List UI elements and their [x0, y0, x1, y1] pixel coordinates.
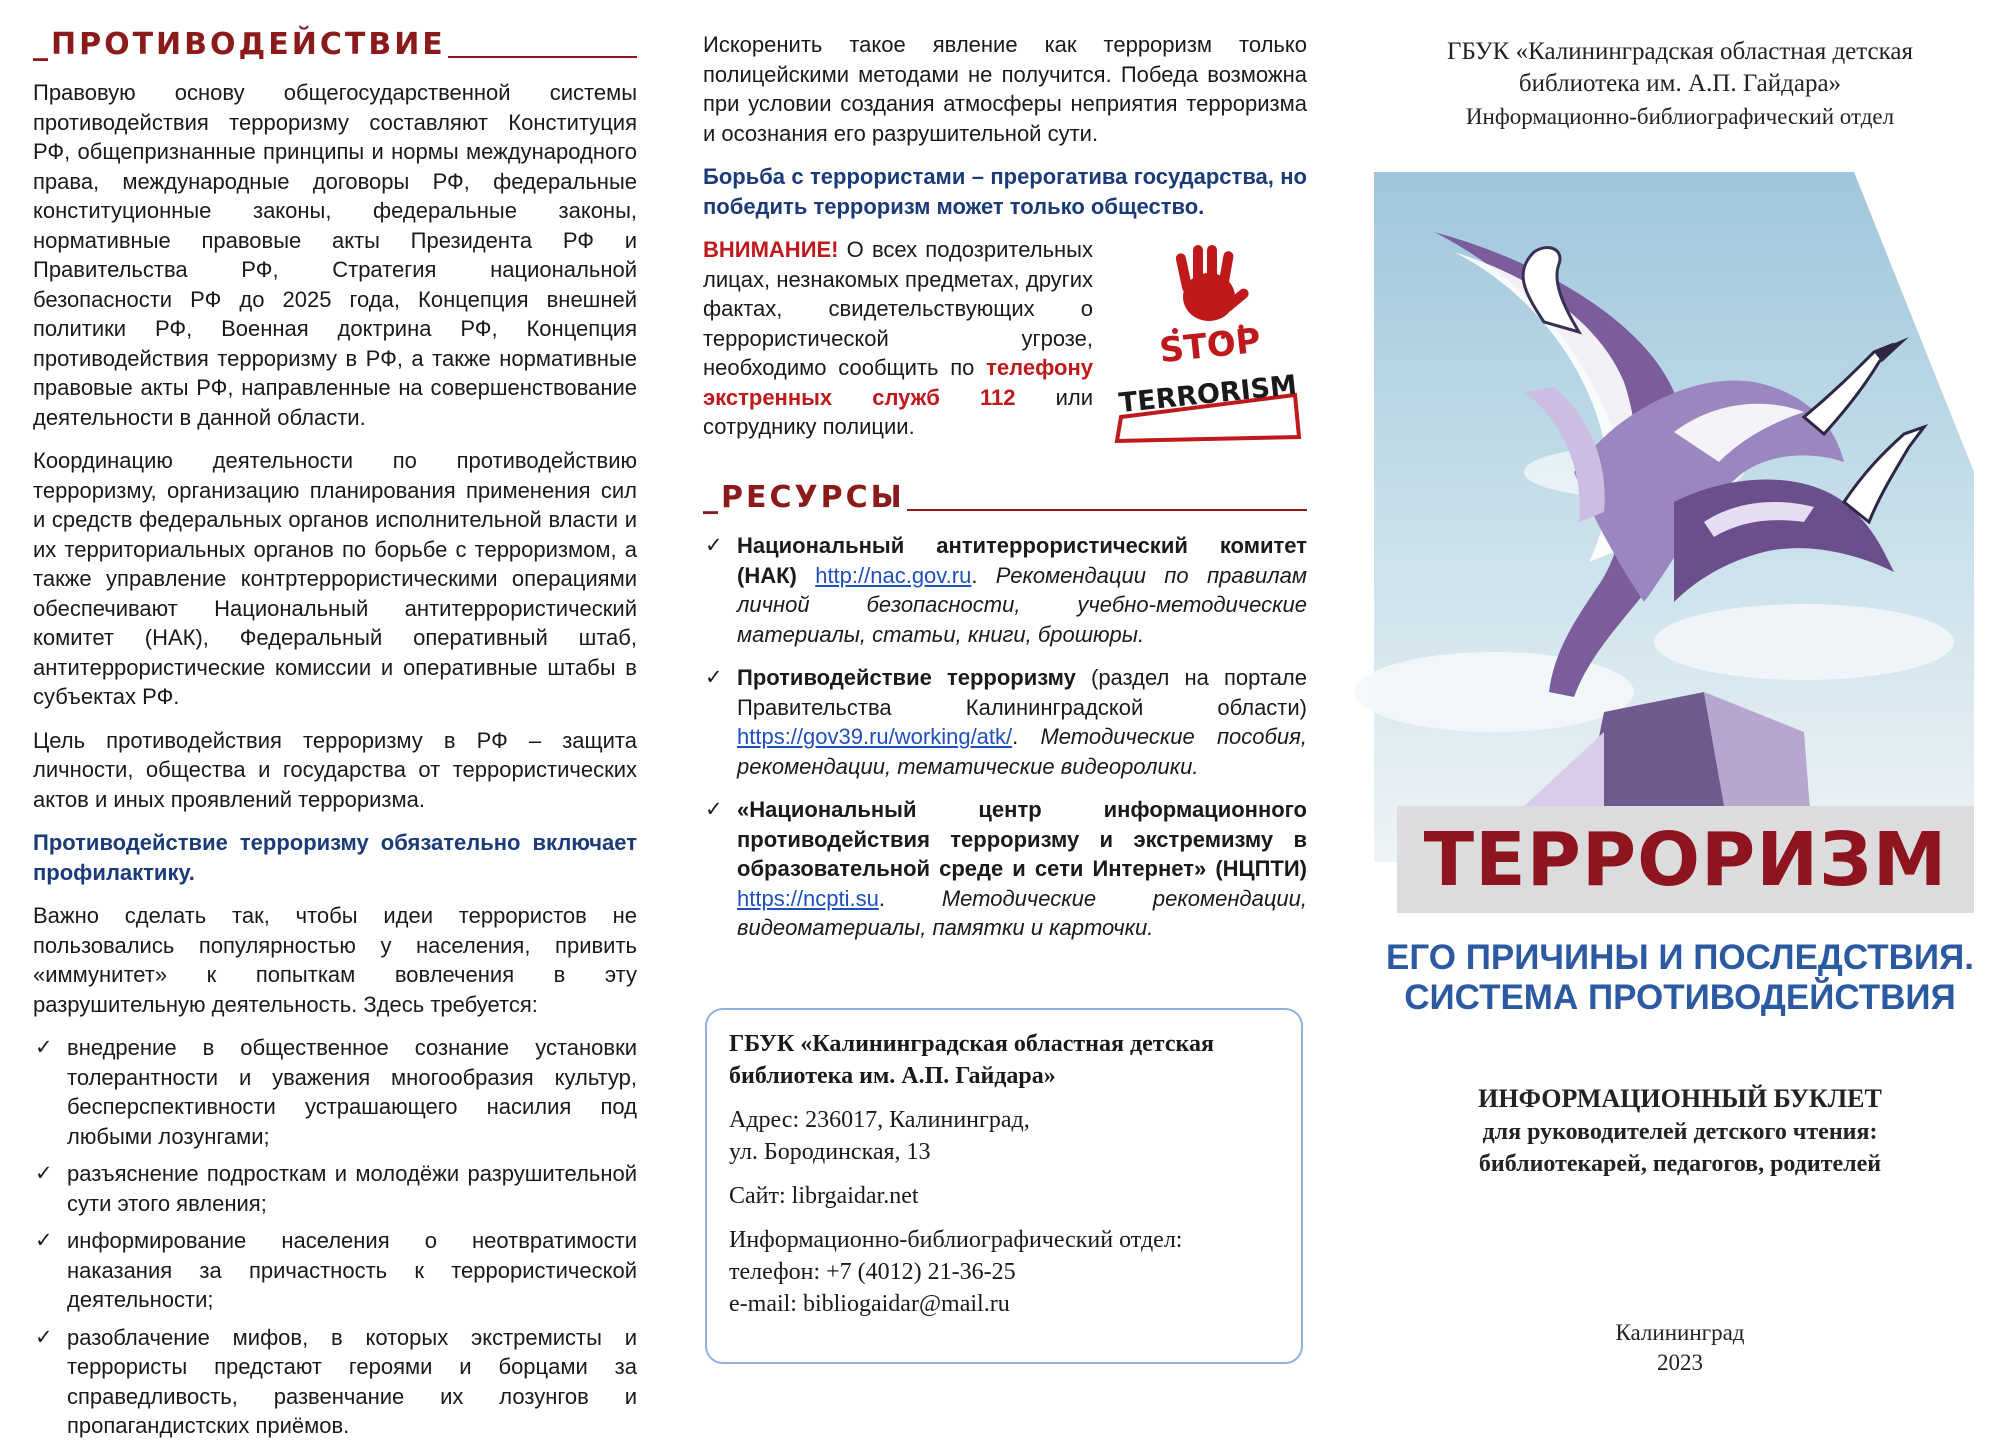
checkmark-icon: ✓ [35, 1228, 53, 1252]
cover-subtitle: ЕГО ПРИЧИНЫ И ПОСЛЕДСТВИЯ. СИСТЕМА ПРОТИВОДЕЙСТВИЯ [1386, 938, 1974, 1017]
resources-list [703, 531, 1307, 943]
logo-terrorism-text: TERRORISM [1117, 369, 1299, 420]
checkmark-icon: ✓ [35, 1324, 53, 1349]
column-counteraction [33, 27, 637, 1449]
paragraph-goal: Цель противодействия терроризму в РФ – защита личности, общества и государства от террористических актов и иных проявлений терроризма. [33, 727, 637, 812]
cranes-monument-illustration [1374, 172, 1974, 862]
heading-rule [907, 509, 1307, 511]
heading-rule [448, 56, 637, 58]
resource-item-gov39: ✓ Противодействие терроризму (раздел на портале Правительства Калининградской области) https://gov39.ru/working/atk/. Методические пособия, рекомендации, тематические видеоролики. [705, 665, 1308, 779]
cover-title-band [1397, 806, 1974, 913]
link-nac[interactable]: http://nac.gov.ru [815, 562, 972, 588]
attention-label: ВНИМАНИЕ! [703, 237, 839, 262]
list-item: ✓ информирование населения о неотвратимости наказания за причастность к террористической деятельности; [35, 1228, 637, 1312]
section-heading-resources: _ РЕСУРСЫ [703, 483, 1307, 513]
paragraph-society: Борьба с террористами – прерогатива государства, но победить терроризм может только общество. [703, 164, 1307, 219]
booklet-title: ИНФОРМАЦИОННЫЙ БУКЛЕТ [1478, 1084, 1882, 1113]
link-gov39[interactable]: https://gov39.ru/working/atk/ [737, 724, 1013, 749]
cover-org-line2: библиотека им. А.П. Гайдара» [1518, 70, 1842, 97]
checkmark-icon: ✓ [705, 533, 723, 557]
checkmark-icon: ✓ [35, 1161, 53, 1185]
heading-text: ПРОТИВОДЕЙСТВИЕ [51, 27, 446, 62]
cover-title: ТЕРРОРИЗМ [1423, 816, 1948, 903]
paragraph-coordination: Координацию деятельности по противодействию терроризму, организацию планирования применения сил и средств федеральных органов исполнительной власти и их территориальных органов по борьбе с терроризмом, а также управление контртеррористическими операциями обеспечивают Национальный антитеррористический комитет (НАК), Федеральный оперативный штаб, антитеррористические комиссии и оперативные штабы в субъектах РФ. [33, 448, 637, 709]
link-ncpti[interactable]: https://ncpti.su [737, 885, 879, 911]
list-item: ✓ внедрение в общественное сознание установки толерантности и уважения многообразия культур, бесперспективности устрашающего насилия под любыми лозунгами; [35, 1035, 637, 1149]
paragraph-eradicate: Искоренить такое явление как терроризм только полицейскими методами не получится. Победа возможна при условии создания атмосферы неприятия терроризма и осознания его разрушительной сути. [703, 32, 1307, 146]
contact-box [705, 1008, 1303, 1364]
paragraph-legal-basis: Правовую основу общегосударственной системы противодействия терроризму составляют Конституция РФ, общепризнанные принципы и нормы международного права, международные договоры РФ, федеральные конституционные законы, федеральные законы, нормативные правовые акты Президента РФ и Правительства РФ, Стратегия национальной безопасности РФ до 2025 года, Концепция внешней политики РФ, Военная доктрина РФ, Концепция противодействия терроризму в РФ, а также нормативные правовые акты РФ, направленные на совершенствование деятельности в данной области. [33, 80, 637, 430]
attention-text: ВНИМАНИЕ! О всех подозрительных лицах, незнакомых предметах, других фактах, свидетельствующих о террористической угрозе, необходимо сообщить по телефону экстренных служб 112 или сотруднику полиции. [703, 237, 1094, 439]
stop-terrorism-logo [1113, 245, 1303, 445]
booklet-audience-line2: библиотекарей, педагогов, родителей [1478, 1151, 1882, 1177]
cover-org-line1: ГБУК «Калининградская областная детская [1447, 38, 1913, 65]
emergency-phone: телефону экстренных служб 112 [703, 355, 1093, 410]
booklet-info [1380, 1082, 1980, 1180]
contact-phone: телефон: +7 (4012) 21-36-25 [729, 1259, 1016, 1285]
booklet-audience-line1: для руководителей детского чтения: [1482, 1119, 1878, 1145]
contact-dept: Информационно-библиографический отдел: телефон: +7 (4012) 21-36-25 e-mail: bibliogaidar@mail.ru [729, 1227, 1183, 1317]
checkmark-icon: ✓ [35, 1035, 53, 1059]
heading-text: РЕСУРСЫ [721, 480, 905, 515]
list-item: ✓ разоблачение мифов, в которых экстремисты и террористы предстают героями и борцами за справедливость, развенчание их лозунгов и пропагандистских приёмов. [35, 1324, 637, 1438]
paragraph-prevention: Противодействие терроризму обязательно включает профилактику. [33, 830, 637, 885]
cover-header [1380, 36, 1980, 132]
checkmark-icon: ✓ [705, 797, 723, 821]
contact-email: e-mail: bibliogaidar@mail.ru [729, 1291, 1010, 1317]
cover-imprint [1380, 1318, 1980, 1378]
cover-year: 2023 [1657, 1350, 1703, 1375]
logo-stop-text: STOP [1157, 320, 1263, 372]
paragraph-immunity: Важно сделать так, чтобы идеи террористов не пользовались популярностью у населения, привить «иммунитет» к попыткам вовлечения в эту разрушительную деятельность. Здесь требуется: [33, 903, 637, 1017]
contact-site: Сайт: librgaidar.net [729, 1183, 919, 1209]
measures-list [33, 1033, 637, 1441]
resource-item-ncpti: ✓ «Национальный центр информационного противодействия терроризму и экстремизму в образовательной среде и сети Интернет» (НЦПТИ) https://ncpti.su. Методические рекомендации, видеоматериалы, памятки и карточки. [705, 797, 1307, 940]
checkmark-icon: ✓ [705, 665, 723, 689]
attention-block [703, 235, 1307, 445]
resource-item-nak: ✓ Национальный антитеррористический комитет (НАК) http://nac.gov.ru. Рекомендации по правилам личной безопасности, учебно-методические материалы, статьи, книги, брошюры. [705, 533, 1307, 647]
column-resources [703, 30, 1307, 957]
section-heading-counteraction: _ ПРОТИВОДЕЙСТВИЕ [33, 30, 637, 60]
cover-dept: Информационно-библиографический отдел [1465, 104, 1895, 129]
contact-title: ГБУК «Калининградская областная детская библиотека им. А.П. Гайдара» [729, 1031, 1214, 1089]
cover-city: Калининград [1615, 1320, 1745, 1345]
contact-address: Адрес: 236017, Калининград, ул. Бородинская, 13 [729, 1107, 1030, 1165]
list-item: ✓ разъяснение подросткам и молодёжи разрушительной сути этого явления; [35, 1161, 637, 1216]
